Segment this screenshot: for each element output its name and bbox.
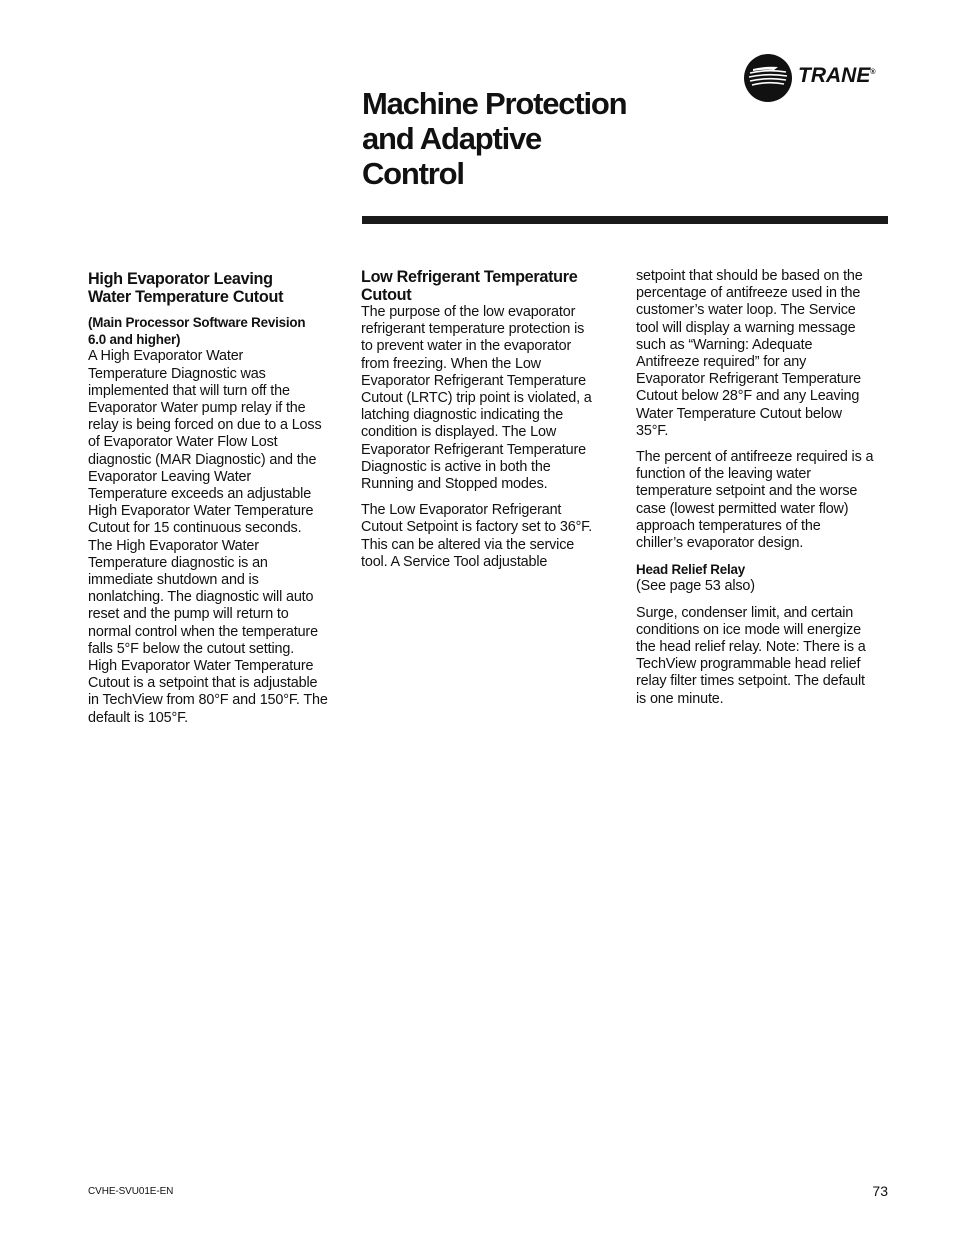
- text-line: such as “Warning: Adequate: [636, 336, 813, 353]
- title-line: Machine Protection: [362, 86, 627, 121]
- text-line: tool. A Service Tool adjustable: [361, 553, 548, 570]
- text-line: A High Evaporator Water: [88, 348, 244, 365]
- text-line: condition is displayed. The Low: [361, 424, 557, 441]
- text-line: Cutout is a setpoint that is adjustable: [88, 675, 318, 692]
- text-line: This can be altered via the service: [361, 536, 575, 553]
- text-line: Evaporator Leaving Water: [88, 468, 252, 485]
- text-line: function of the leaving water: [636, 466, 811, 483]
- page-title: [362, 86, 782, 191]
- paragraph-high-evaporator: [88, 348, 344, 726]
- text-line: Cutout (LRTC) trip point is violated, a: [361, 390, 592, 407]
- text-line: Cutout Setpoint is factory set to 36°F.: [361, 519, 593, 536]
- text-line: Evaporator Water pump relay if the: [88, 400, 306, 417]
- text-line: Evaporator Refrigerant Temperature: [361, 441, 587, 458]
- text-line: Cutout for 15 continuous seconds.: [88, 520, 302, 537]
- paragraph-head-relief: [636, 605, 892, 708]
- column-high-evaporator: [88, 270, 344, 727]
- document-code: CVHE-SVU01E-EN: [88, 1186, 174, 1197]
- text-line: immediate shutdown and is: [88, 572, 259, 589]
- text-line: Cutout below 28°F and any Leaving: [636, 388, 860, 405]
- text-line: nonlatching. The diagnostic will auto: [88, 589, 314, 606]
- text-line: relay is being forced on due to a Loss: [88, 417, 322, 434]
- paragraph-antifreeze-warning: [636, 268, 892, 440]
- paragraph-lrtc-setpoint: [361, 502, 613, 571]
- text-line: 35°F.: [636, 422, 669, 439]
- text-line: temperature setpoint and the worse: [636, 483, 858, 500]
- text-line: approach temperatures of the: [636, 517, 821, 534]
- text-line: reset and the pump will return to: [88, 606, 289, 623]
- text-line: Surge, condenser limit, and certain: [636, 604, 854, 621]
- title-line: Control: [362, 156, 464, 191]
- text-line: in TechView from 80°F and 150°F. The: [88, 692, 328, 709]
- text-line: Water Temperature Cutout below: [636, 405, 842, 422]
- text-line: refrigerant temperature protection is: [361, 321, 585, 338]
- text-line: High Evaporator Water Temperature: [88, 658, 314, 675]
- section-heading-high-evaporator: High Evaporator Leaving Water Temperature Cutout: [88, 270, 284, 306]
- text-line: latching diagnostic indicating the: [361, 407, 564, 424]
- text-line: to prevent water in the evaporator: [361, 338, 572, 355]
- text-line: implemented that will turn off the: [88, 382, 290, 399]
- text-line: Running and Stopped modes.: [361, 476, 548, 493]
- section-heading-low-refrigerant: Low Refrigerant Temperature Cutout: [361, 268, 578, 304]
- text-line: The percent of antifreeze required is a: [636, 449, 874, 466]
- title-line: and Adaptive: [362, 121, 542, 156]
- column-antifreeze: [636, 268, 892, 708]
- text-line: Temperature diagnostic is an: [88, 554, 268, 571]
- text-line: Evaporator Refrigerant Temperature: [636, 371, 862, 388]
- text-line: Temperature Diagnostic was: [88, 365, 266, 382]
- text-line: High Evaporator Water Temperature: [88, 503, 314, 520]
- title-rule: [362, 216, 888, 224]
- text-line: from freezing. When the Low: [361, 355, 541, 372]
- text-line: tool will display a warning message: [636, 319, 856, 336]
- text-line: of Evaporator Water Flow Lost: [88, 434, 278, 451]
- revision-note: (Main Processor Software Revision 6.0 and higher): [88, 315, 306, 348]
- text-line: Antifreeze required” for any: [636, 354, 807, 371]
- text-line: is one minute.: [636, 690, 724, 707]
- paragraph-lrtc-purpose: [361, 304, 613, 493]
- page-number: 73: [872, 1183, 888, 1199]
- paragraph-antifreeze-percent: [636, 449, 892, 552]
- text-line: falls 5°F below the cutout setting.: [88, 640, 295, 657]
- text-line: normal control when the temperature: [88, 623, 318, 640]
- text-line: setpoint that should be based on the: [636, 268, 863, 284]
- text-line: The Low Evaporator Refrigerant: [361, 502, 562, 519]
- text-line: percentage of antifreeze used in the: [636, 285, 861, 302]
- text-line: customer’s water loop. The Service: [636, 302, 856, 319]
- text-line: default is 105°F.: [88, 709, 189, 726]
- text-line: chiller’s evaporator design.: [636, 535, 804, 552]
- text-line: Diagnostic is active in both the: [361, 458, 551, 475]
- text-line: diagnostic (MAR Diagnostic) and the: [88, 451, 317, 468]
- text-line: The High Evaporator Water: [88, 537, 259, 554]
- text-line: TechView programmable head relief: [636, 656, 861, 673]
- text-line: case (lowest permitted water flow): [636, 500, 849, 517]
- text-line: conditions on ice mode will energize: [636, 621, 861, 638]
- text-line: Temperature exceeds an adjustable: [88, 486, 312, 503]
- column-low-refrigerant: [361, 268, 613, 571]
- subheading-head-relief-relay: Head Relief Relay: [636, 562, 745, 578]
- text-line: Evaporator Refrigerant Temperature: [361, 372, 587, 389]
- see-page-note: (See page 53 also): [636, 578, 755, 595]
- text-line: The purpose of the low evaporator: [361, 304, 576, 320]
- text-line: relay filter times setpoint. The default: [636, 673, 865, 690]
- trane-wordmark: TRANE®: [798, 64, 876, 87]
- text-line: the head relief relay. Note: There is a: [636, 639, 866, 656]
